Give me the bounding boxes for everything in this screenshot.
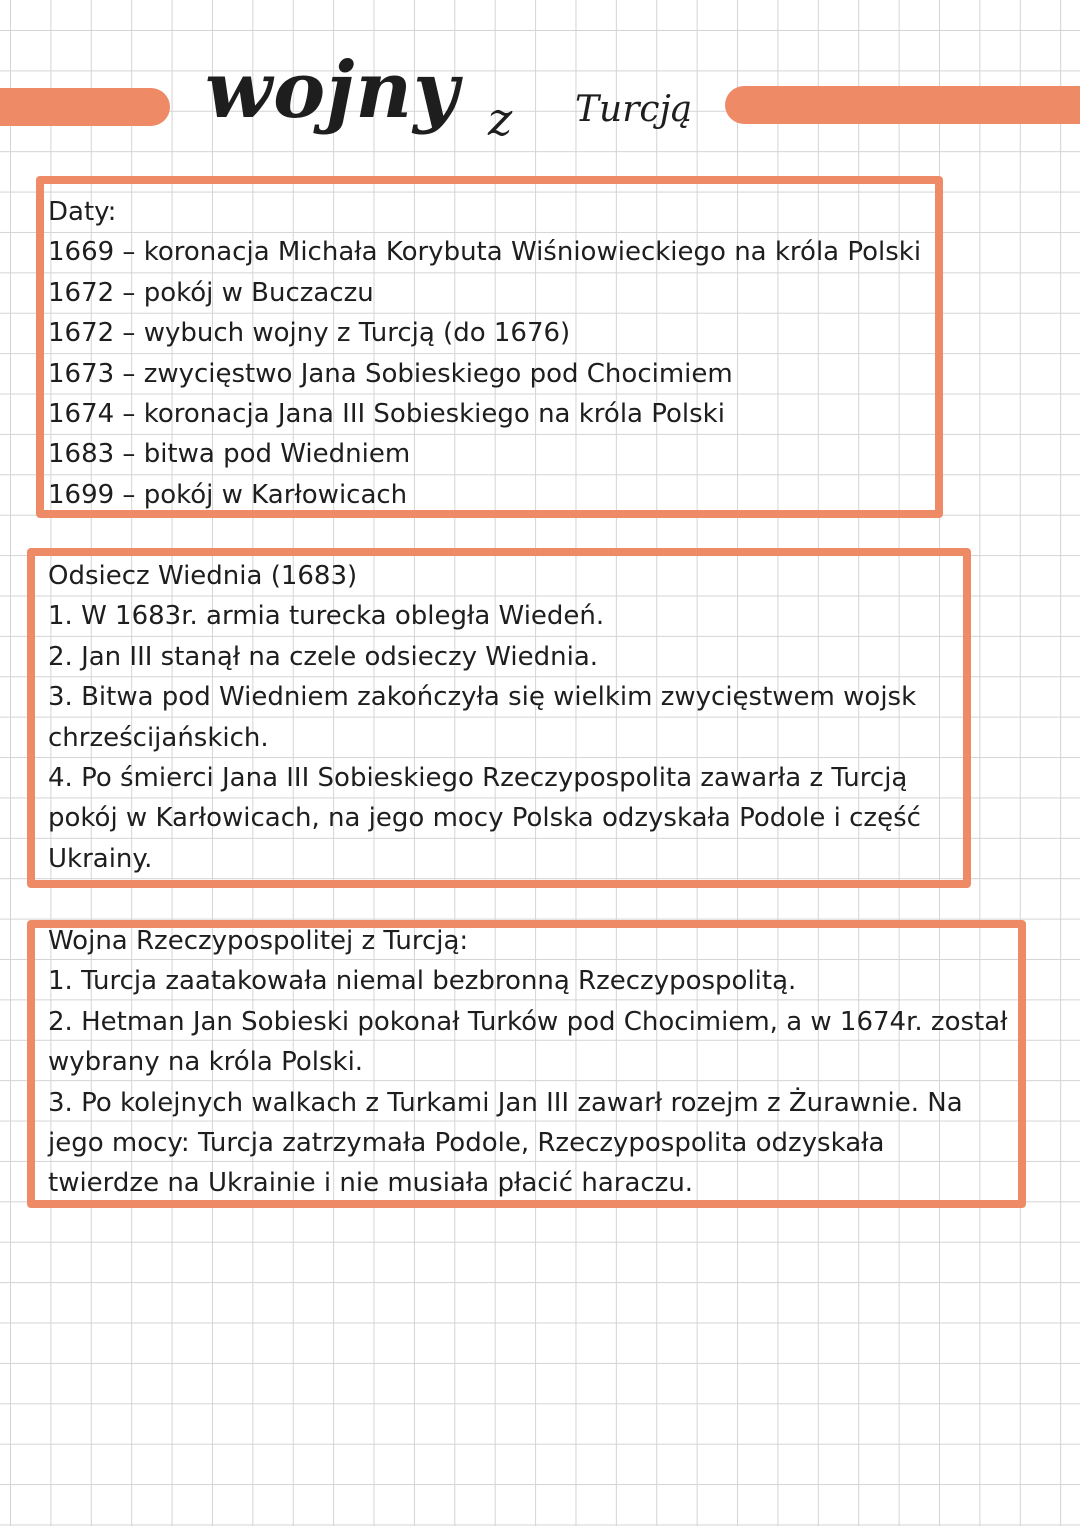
note-line: 2. Jan III stanął na czele odsieczy Wiednia.: [48, 641, 599, 672]
page-title-subject: Turcją: [575, 89, 693, 130]
note-line: twierdze na Ukrainie i nie musiała płacić haraczu.: [48, 1168, 694, 1199]
note-line: 2. Hetman Jan Sobieski pokonał Turków pod Chocimiem, a w 1674r. został: [48, 1006, 1008, 1037]
vienna-relief-list: [48, 556, 921, 879]
dates-list: [48, 192, 921, 515]
dates-heading: Daty:: [48, 197, 117, 227]
vienna-relief-heading: Odsiecz Wiednia (1683): [48, 561, 358, 591]
page-title: wojny: [205, 45, 460, 136]
date-item: 1673 – zwycięstwo Jana Sobieskiego pod Chocimiem: [48, 358, 733, 389]
date-item: 1674 – koronacja Jana III Sobieskiego na króla Polski: [48, 399, 725, 430]
note-line: 3. Po kolejnych walkach z Turkami Jan III zawarł rozejm z Żurawnie. Na: [48, 1087, 963, 1118]
date-item: 1683 – bitwa pod Wiedniem: [48, 439, 411, 470]
note-line: wybrany na króla Polski.: [48, 1047, 364, 1078]
note-line: jego mocy: Turcja zatrzymała Podole, Rzeczypospolita odzyskała: [48, 1128, 885, 1159]
decorative-bar-right: [725, 86, 1080, 124]
date-item: 1672 – wybuch wojny z Turcją (do 1676): [48, 318, 571, 349]
note-line: 1. W 1683r. armia turecka obległa Wiedeń.: [48, 601, 605, 632]
note-line: Ukrainy.: [48, 843, 153, 874]
note-line: 3. Bitwa pod Wiedniem zakończyła się wielkim zwycięstwem wojsk: [48, 682, 917, 713]
note-line: 4. Po śmierci Jana III Sobieskiego Rzeczypospolita zawarła z Turcją: [48, 763, 908, 794]
turkish-war-heading: Wojna Rzeczypospolitej z Turcją:: [48, 926, 469, 956]
date-item: 1672 – pokój w Buczaczu: [48, 277, 374, 308]
note-line: pokój w Karłowicach, na jego mocy Polska odzyskała Podole i część: [48, 803, 921, 834]
date-item: 1669 – koronacja Michała Korybuta Wiśniowieckiego na króla Polski: [48, 237, 922, 268]
decorative-bar-left: [0, 88, 170, 126]
note-line: 1. Turcja zaatakowała niemal bezbronną Rzeczypospolitą.: [48, 966, 797, 997]
note-line: chrześcijańskich.: [48, 722, 269, 753]
page-title-connector: z: [488, 92, 513, 146]
date-item: 1699 – pokój w Karłowicach: [48, 479, 408, 510]
turkish-war-list: [48, 921, 1008, 1204]
